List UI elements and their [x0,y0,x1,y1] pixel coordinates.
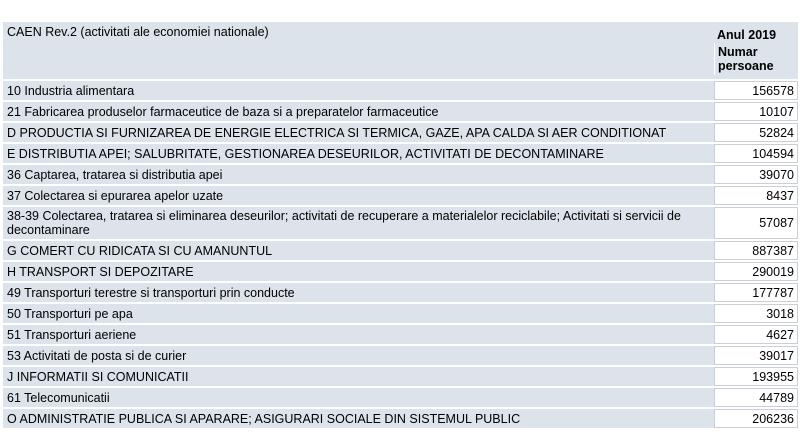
row-label: J INFORMATII SI COMUNICATII [3,367,714,386]
table-row [3,367,798,386]
statistics-table [3,20,798,430]
table-row [3,144,798,163]
row-label: 49 Transporturi terestre si transporturi prin conducte [3,283,714,302]
year-label: Anul 2019 [717,28,777,42]
table-row [3,165,798,184]
table-row [3,186,798,205]
table-row [3,388,798,407]
row-value: 193955 [714,367,798,386]
row-label: 50 Transporturi pe apa [3,304,714,323]
row-value: 290019 [714,262,798,281]
table-header-row [3,22,798,79]
row-label: 61 Telecomunicatii [3,388,714,407]
table-row [3,123,798,142]
table-row [3,81,798,100]
row-value: 887387 [714,241,798,260]
row-label: 51 Transporturi aeriene [3,325,714,344]
table-row [3,346,798,365]
year-column-header [714,22,798,79]
row-value: 8437 [714,186,798,205]
row-value: 39070 [714,165,798,184]
row-label: 36 Captarea, tratarea si distributia apei [3,165,714,184]
row-label: 21 Fabricarea produselor farmaceutice de baza si a preparatelor farmaceutice [3,102,714,121]
table-row [3,102,798,121]
dimension-header: CAEN Rev.2 (activitati ale economiei nationale) [3,22,714,79]
unit-label-line2: persoane [718,59,774,73]
row-label: D PRODUCTIA SI FURNIZAREA DE ENERGIE ELECTRICA SI TERMICA, GAZE, APA CALDA SI AER CONDITIONAT [3,123,714,142]
row-value: 156578 [714,81,798,100]
row-label: G COMERT CU RIDICATA SI CU AMANUNTUL [3,241,714,260]
row-value: 104594 [714,144,798,163]
row-value: 10107 [714,102,798,121]
table-row [3,207,798,239]
row-label: 37 Colectarea si epurarea apelor uzate [3,186,714,205]
table-row [3,262,798,281]
table-row [3,409,798,428]
unit-label-line1: Numar [718,45,758,59]
row-label: H TRANSPORT SI DEPOZITARE [3,262,714,281]
row-value: 177787 [714,283,798,302]
row-value: 39017 [714,346,798,365]
table-row [3,283,798,302]
row-value: 57087 [714,207,798,239]
row-value: 44789 [714,388,798,407]
row-label: E DISTRIBUTIA APEI; SALUBRITATE, GESTIONAREA DESEURILOR, ACTIVITATI DE DECONTAMINARE [3,144,714,163]
table-row [3,241,798,260]
row-value: 206236 [714,409,798,428]
row-value: 52824 [714,123,798,142]
row-label: 10 Industria alimentara [3,81,714,100]
row-value: 4627 [714,325,798,344]
table-row [3,304,798,323]
row-label: 38-39 Colectarea, tratarea si eliminarea deseurilor; activitati de recuperare a materialelor reciclabile; Activitati si servicii de decontaminare [3,207,714,239]
row-label: 53 Activitati de posta si de curier [3,346,714,365]
row-label: O ADMINISTRATIE PUBLICA SI APARARE; ASIGURARI SOCIALE DIN SISTEMUL PUBLIC [3,409,714,428]
row-value: 3018 [714,304,798,323]
table-row [3,325,798,344]
unit-label [714,43,798,75]
